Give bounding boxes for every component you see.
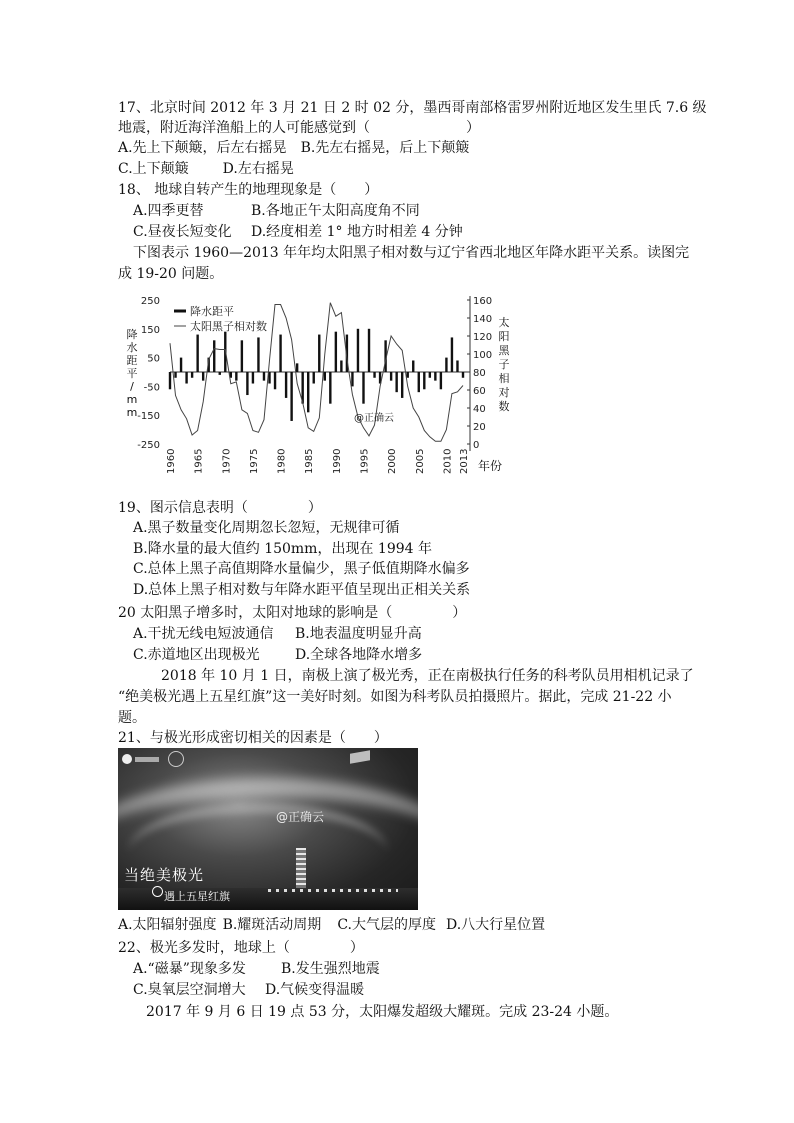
- x-tick-label: 2000: [387, 448, 399, 474]
- right-tick-label: 100: [473, 350, 493, 361]
- q20-stem-line: [118, 603, 466, 623]
- q19-option-b: B.降水量的最大值约 150mm，出现在 1994 年: [133, 541, 432, 557]
- precip-bar: [296, 363, 298, 372]
- right-axis-label-char: 相: [498, 372, 510, 385]
- q20-option-d: D.全球各地降水增多: [295, 647, 423, 663]
- precip-bar: [401, 372, 403, 398]
- q17-option-d: D.左右摇晃: [222, 161, 294, 177]
- left-axis-label-char: 水: [126, 341, 138, 354]
- chart-svg: [118, 286, 510, 478]
- precip-bar: [185, 372, 187, 384]
- precip-bar: [290, 372, 292, 421]
- q19-option-a: A.黑子数量变化周期忽长忽短，无规律可循: [133, 520, 400, 536]
- precip-bar: [257, 337, 259, 372]
- precip-bar: [263, 372, 265, 381]
- precip-bar: [191, 372, 193, 378]
- q18-option-a: A.四季更替: [133, 203, 204, 219]
- precip-bar: [418, 372, 420, 392]
- left-tick-label: -50: [143, 382, 160, 394]
- precip-bar: [456, 360, 458, 372]
- q22-stem-line: [118, 938, 364, 958]
- x-unit-label: 年份: [478, 459, 503, 473]
- left-tick-label: 50: [147, 353, 160, 365]
- precip-bar: [252, 372, 254, 384]
- q18-option-d: D.经度相差 1° 地方时相差 4 分钟: [251, 224, 463, 240]
- right-tick-label: 0: [473, 440, 480, 451]
- right-axis-label-char: 阳: [498, 330, 510, 343]
- q19-stem: 19、图示信息表明（: [118, 500, 248, 516]
- right-axis-label-char: 数: [498, 400, 510, 413]
- station-lights: [268, 889, 398, 892]
- q18-options-ab: [133, 201, 420, 221]
- right-tick-label: 40: [473, 404, 486, 415]
- left-axis-label: [127, 327, 138, 419]
- q19-stem-end: ）: [307, 500, 322, 516]
- q20-option-a: A.干扰无线电短波通信: [133, 626, 274, 642]
- q22-stem-end: ）: [349, 940, 364, 956]
- photo-caption-1: 当绝美极光: [124, 866, 205, 884]
- intro19-line2: 成 19-20 问题。: [118, 266, 224, 282]
- photo-caption-2: 遇上五星红旗: [164, 890, 230, 903]
- precip-bar: [407, 372, 409, 378]
- x-tick-label: 1975: [248, 448, 260, 474]
- right-axis-label-char: 太: [498, 316, 510, 329]
- left-axis-label-char: m: [126, 393, 138, 406]
- q17-options-ab: [118, 138, 469, 158]
- flag: [350, 750, 370, 764]
- precip-bar: [196, 335, 198, 372]
- x-tick-label: 1990: [331, 448, 343, 474]
- precip-bar: [340, 360, 342, 372]
- precip-bar: [235, 372, 237, 381]
- caption-bullet-icon: [152, 886, 163, 897]
- q20-option-c: C.赤道地区出现极光: [133, 647, 260, 663]
- q17-option-c: C.上下颠簸: [118, 161, 189, 177]
- intro21-line2: “绝美极光遇上五星红旗”这一美好时刻。如图为科考队员拍摄照片。据此，完成 21-22 小: [118, 689, 672, 705]
- q17-line2-end: ）: [466, 120, 480, 136]
- q22-option-d: D.气候变得温暖: [265, 982, 365, 998]
- precip-bar: [274, 372, 276, 389]
- q19-stem-line: [118, 498, 322, 518]
- precip-bar: [180, 358, 182, 372]
- precip-bar: [318, 335, 320, 372]
- q17-line2: [118, 118, 480, 138]
- precip-bar: [412, 360, 414, 372]
- q22-stem: 22、极光多发时，地球上（: [118, 940, 290, 956]
- x-tick-label: 2010: [442, 448, 454, 474]
- legend-sunspot: 太阳黑子相对数: [190, 320, 267, 333]
- q18-options-cd: [133, 222, 463, 242]
- precip-bar: [313, 372, 315, 384]
- q17-options-cd: [118, 159, 294, 179]
- tv-logo-icon: [122, 752, 164, 766]
- precip-bar: [324, 372, 326, 381]
- precip-bar: [169, 372, 171, 389]
- x-tick-label: 2013: [459, 448, 470, 474]
- right-tick-label: 160: [473, 296, 493, 307]
- x-tick-label: 1960: [166, 448, 177, 474]
- precip-bar: [279, 335, 281, 372]
- q20-stem: 20 太阳黑子增多时，太阳对地球的影响是（: [118, 605, 393, 621]
- precip-bar: [462, 372, 464, 378]
- right-tick-label: 20: [473, 422, 486, 433]
- left-axis-label-char: 降: [126, 328, 138, 341]
- q20-option-b: B.地表温度明显升高: [295, 626, 422, 642]
- q22-options-cd: [133, 980, 364, 1000]
- precip-bar: [395, 372, 397, 392]
- right-axis-label-char: 黑: [498, 344, 510, 357]
- right-tick-label: 80: [473, 368, 486, 379]
- precip-bar: [440, 372, 442, 389]
- photo-watermark: @正确云: [276, 810, 325, 824]
- intro23-line1: 2017 年 9 月 6 日 19 点 53 分，太阳爆发超级大耀斑。完成 23-24 小题。: [146, 1004, 619, 1020]
- q21-option-a: A.太阳辐射强度: [118, 917, 217, 933]
- left-axis-label-char: m: [126, 406, 138, 419]
- left-tick-label: 250: [140, 296, 160, 307]
- q21-options: [118, 915, 545, 935]
- q17-option-b: B.先左右摇晃，后上下颠簸: [300, 140, 470, 156]
- precip-bar: [368, 329, 370, 372]
- left-axis-label-char: 距: [126, 354, 138, 367]
- q21-option-d: D.八大行星位置: [445, 917, 546, 933]
- q22-option-b: B.发生强烈地震: [281, 961, 380, 977]
- intro21-line1: 2018 年 10 月 1 日，南极上演了极光秀，正在南极执行任务的科考队员用相机记录了: [161, 668, 694, 684]
- precip-bar: [285, 372, 287, 398]
- right-axis-label-char: 子: [498, 358, 510, 371]
- q20-stem-end: ）: [452, 605, 467, 621]
- q17-line2-text: 地震，附近海洋渔船上的人可能感觉到（: [118, 120, 370, 136]
- intro19-line1: 下图表示 1960—2013 年年均太阳黑子相对数与辽宁省西北地区年降水距平关系。读图完: [133, 245, 690, 261]
- right-tick-label: 120: [473, 332, 493, 343]
- precip-bar: [357, 329, 359, 372]
- q21-option-b: B.耀斑活动周期: [222, 917, 322, 933]
- left-axis-label-char: 平: [126, 367, 138, 380]
- right-axis-label-char: 对: [498, 386, 510, 399]
- precip-bar: [451, 337, 453, 372]
- q22-option-c: C.臭氧层空洞增大: [133, 982, 246, 998]
- right-tick-label: 60: [473, 386, 486, 397]
- left-axis-label-char: /: [130, 380, 134, 393]
- q19-option-d: D.总体上黑子相对数与年降水距平值呈现出正相关关系: [133, 582, 471, 598]
- legend-precip: 降水距平: [190, 305, 234, 318]
- x-tick-label: 1995: [359, 448, 371, 474]
- q21-option-c: C.大气层的厚度: [337, 917, 436, 933]
- precip-bar: [445, 358, 447, 372]
- precip-bar: [219, 372, 221, 375]
- x-tick-label: 1970: [221, 448, 233, 474]
- precip-bar: [174, 372, 176, 378]
- q20-options-ab: [133, 624, 422, 644]
- precip-bar: [213, 340, 215, 372]
- precip-bar: [351, 372, 353, 386]
- x-tick-label: 1980: [276, 448, 288, 474]
- q22-options-ab: [133, 959, 380, 979]
- q17-line1: 17、北京时间 2012 年 3 月 21 日 2 时 02 分，墨西哥南部格雷罗州附近地区发生里氏 7.6 级: [118, 100, 707, 116]
- precip-bar: [307, 372, 309, 412]
- intro21-line3: 题。: [118, 710, 146, 726]
- right-tick-label: 140: [473, 314, 493, 325]
- x-tick-label: 1985: [304, 448, 316, 474]
- precip-bar: [362, 372, 364, 404]
- q19-option-c: C.总体上黑子高值期降水量偏少，黑子低值期降水偏多: [133, 561, 470, 577]
- q22-option-a: A.“磁暴”现象多发: [133, 961, 246, 977]
- right-axis-label: [499, 315, 511, 413]
- precip-bar: [423, 372, 425, 389]
- precip-bar: [329, 372, 331, 404]
- q18-option-c: C.昼夜长短变化: [133, 224, 232, 240]
- left-tick-label: -250: [137, 440, 160, 451]
- left-tick-label: 150: [140, 324, 160, 336]
- x-tick-label: 2005: [414, 448, 426, 474]
- precip-bar: [241, 340, 243, 372]
- chart-watermark: @正确云: [354, 413, 394, 424]
- q17-option-a: A.先上下颠簸，后左右摇晃: [118, 140, 287, 156]
- precip-bar: [202, 372, 204, 381]
- sunspot-precipitation-chart: [118, 286, 510, 478]
- precip-bar: [434, 372, 436, 381]
- precip-bar: [335, 332, 337, 372]
- precip-bar: [429, 372, 431, 378]
- x-tick-label: 1965: [193, 448, 205, 474]
- q18-option-b: B.各地正午太阳高度角不同: [251, 203, 420, 219]
- left-tick-label: -150: [137, 411, 160, 423]
- aurora-photo: [118, 748, 418, 910]
- precip-bar: [373, 372, 375, 378]
- precip-bar: [246, 372, 248, 395]
- precip-bar: [390, 372, 392, 381]
- q20-options-cd: [133, 645, 422, 665]
- channel-badge-icon: [168, 751, 184, 767]
- q21-stem: 21、与极光形成密切相关的因素是（ ）: [118, 730, 388, 746]
- q18-stem: 18、 地球自转产生的地理现象是（ ）: [118, 182, 379, 198]
